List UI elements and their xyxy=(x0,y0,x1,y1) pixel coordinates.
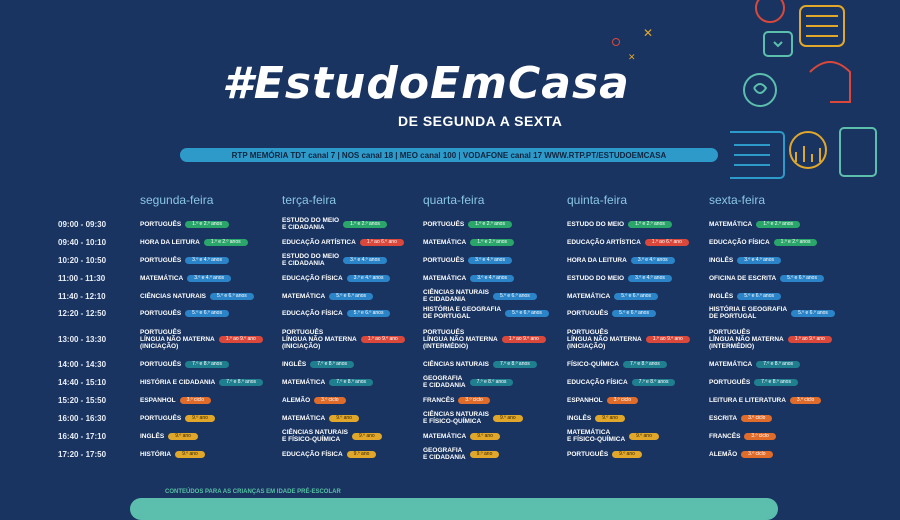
grade-badge: 7.º e 8.º anos xyxy=(493,361,537,368)
schedule-entry[interactable] xyxy=(423,289,537,303)
subject-label: MATEMÁTICA xyxy=(423,238,467,246)
schedule-entry[interactable] xyxy=(567,221,672,228)
grade-badge: 5.º e 6.º anos xyxy=(612,310,656,317)
subject-label: MATEMÁTICA E FÍSICO-QUÍMICA xyxy=(567,429,626,443)
grade-badge: 7.º e 8.º anos xyxy=(623,361,667,368)
subject-label: HORA DA LEITURA xyxy=(140,238,200,246)
grade-badge: 7.º e 8.º anos xyxy=(219,379,263,386)
page-subtitle: DE SEGUNDA A SEXTA xyxy=(398,113,563,129)
schedule-entry[interactable] xyxy=(567,239,689,246)
subject-label: HISTÓRIA E GEOGRAFIA DE PORTUGAL xyxy=(423,306,502,320)
schedule-entry[interactable] xyxy=(423,411,523,425)
schedule-entry[interactable] xyxy=(140,239,248,246)
schedule-entry[interactable] xyxy=(282,415,359,422)
subject-label: ESTUDO DO MEIO E CIDADANIA xyxy=(282,217,340,231)
grade-badge: 9.º ano xyxy=(175,451,205,458)
subject-label: CIÊNCIAS NATURAIS xyxy=(423,360,489,368)
schedule-entry[interactable] xyxy=(709,415,772,422)
subject-label: MATEMÁTICA xyxy=(423,274,467,282)
grade-badge: 9.º ano xyxy=(595,415,625,422)
subject-label: EDUCAÇÃO FÍSICA xyxy=(282,274,343,282)
subject-label: ESCRITA xyxy=(709,414,738,422)
subject-label: PORTUGUÊS xyxy=(140,309,182,317)
subject-label: PORTUGUÊS xyxy=(423,220,465,228)
subject-label: PORTUGUÊS LÍNGUA NÃO MATERNA (INTERMÉDIO) xyxy=(709,328,784,350)
grade-badge: 3.º e 4.º anos xyxy=(628,275,672,282)
grade-badge: 3.º e 4.º anos xyxy=(343,257,387,264)
grade-badge: 3.º ciclo xyxy=(741,451,772,458)
time-slot: 12:20 - 12:50 xyxy=(58,309,107,318)
subject-label: MATEMÁTICA xyxy=(282,378,326,386)
schedule-entry[interactable] xyxy=(282,253,387,267)
subject-label: ESTUDO DO MEIO xyxy=(567,274,625,282)
time-slot: 16:40 - 17:10 xyxy=(58,432,107,441)
schedule-entry[interactable] xyxy=(423,447,499,461)
schedule-entry[interactable] xyxy=(282,379,373,386)
channels-bar[interactable]: RTP MEMÓRIA TDT canal 7 | NOS canal 18 | MEO canal 100 | VODAFONE canal 17 WWW.RTP.PT/ESTUDOEMCASA xyxy=(180,148,718,162)
grade-badge: 7.º e 8.º anos xyxy=(310,361,354,368)
subject-label: LEITURA E LITERATURA xyxy=(709,396,786,404)
subject-label: HISTÓRIA E GEOGRAFIA DE PORTUGAL xyxy=(709,306,788,320)
subject-label: PORTUGUÊS LÍNGUA NÃO MATERNA (INICIAÇÃO) xyxy=(567,328,642,350)
subject-label: PORTUGUÊS xyxy=(140,220,182,228)
schedule-entry[interactable] xyxy=(423,361,537,368)
grade-badge: 5.º e 6.º anos xyxy=(329,293,373,300)
grade-badge: 3.º e 4.º anos xyxy=(470,275,514,282)
time-slot: 11:00 - 11:30 xyxy=(58,274,106,283)
subject-label: MATEMÁTICA xyxy=(709,360,753,368)
schedule-entry[interactable] xyxy=(282,239,404,246)
preschool-note: CONTEÚDOS PARA AS CRIANÇAS EM IDADE PRÉ-ESCOLAR xyxy=(165,489,341,495)
schedule-entry[interactable] xyxy=(423,433,500,440)
grade-badge: 1.º e 2.º anos xyxy=(468,221,512,228)
grade-badge: 1.º ao 9.º ano xyxy=(219,336,263,343)
subject-label: HORA DA LEITURA xyxy=(567,256,627,264)
bottom-bar xyxy=(130,498,778,520)
schedule-entry[interactable] xyxy=(709,239,817,246)
grade-badge: 9.º ano xyxy=(352,433,382,440)
grade-badge: 3.º ciclo xyxy=(790,397,821,404)
subject-label: MATEMÁTICA xyxy=(282,292,326,300)
schedule-entry[interactable] xyxy=(282,217,387,231)
subject-label: EDUCAÇÃO FÍSICA xyxy=(709,238,770,246)
time-slot: 09:00 - 09:30 xyxy=(58,220,107,229)
subject-label: INGLÊS xyxy=(567,414,592,422)
grade-badge: 3.º e 4.º anos xyxy=(185,257,229,264)
time-slot: 15:20 - 15:50 xyxy=(58,396,107,405)
subject-label: PORTUGUÊS xyxy=(567,309,609,317)
heart-chat-icon xyxy=(764,32,792,56)
schedule-entry[interactable] xyxy=(423,257,512,264)
schedule-entry[interactable] xyxy=(567,293,658,300)
subject-label: GEOGRAFIA E CIDADANIA xyxy=(423,447,466,461)
schedule-entry[interactable] xyxy=(282,451,376,458)
subject-label: PORTUGUÊS LÍNGUA NÃO MATERNA (INTERMÉDIO) xyxy=(423,328,498,350)
grade-badge: 1.º ao 6.º ano xyxy=(360,239,404,246)
grade-badge: 9.º ano xyxy=(329,415,359,422)
grade-badge: 5.º e 6.º anos xyxy=(614,293,658,300)
schedule-entry[interactable] xyxy=(709,293,781,300)
time-slot: 13:00 - 13:30 xyxy=(58,335,107,344)
schedule-entry[interactable] xyxy=(709,275,824,282)
schedule-entry[interactable] xyxy=(282,293,373,300)
schedule-entry[interactable] xyxy=(567,275,672,282)
schedule-entry[interactable] xyxy=(709,433,776,440)
time-slot: 17:20 - 17:50 xyxy=(58,450,107,459)
grade-badge: 7.º e 8.º anos xyxy=(185,361,229,368)
grade-badge: 7.º e 8.º anos xyxy=(329,379,373,386)
subject-label: PORTUGUÊS xyxy=(140,256,182,264)
grade-badge: 9.º ano xyxy=(493,415,523,422)
subject-label: CIÊNCIAS NATURAIS xyxy=(140,292,206,300)
subject-label: EDUCAÇÃO FÍSICA xyxy=(282,450,343,458)
schedule-entry[interactable] xyxy=(282,310,390,317)
subject-label: INGLÊS xyxy=(709,292,734,300)
schedule-entry[interactable] xyxy=(140,379,263,386)
subject-label: ALEMÃO xyxy=(709,450,738,458)
schedule-entry[interactable] xyxy=(567,257,675,264)
subject-label: CIÊNCIAS NATURAIS E FÍSICO-QUÍMICA xyxy=(423,411,489,425)
grade-badge: 5.º e 6.º anos xyxy=(185,310,229,317)
grade-badge: 7.º e 8.º anos xyxy=(632,379,676,386)
subject-label: PORTUGUÊS xyxy=(140,360,182,368)
schedule-entry[interactable] xyxy=(140,361,229,368)
schedule-entry[interactable] xyxy=(423,221,512,228)
subject-label: FRANCÊS xyxy=(423,396,455,404)
grade-badge: 3.º ciclo xyxy=(180,397,211,404)
schedule-entry[interactable] xyxy=(423,239,514,246)
subject-label: PORTUGUÊS xyxy=(709,378,751,386)
grade-badge: 3.º e 4.º anos xyxy=(737,257,781,264)
grade-badge: 7.º e 8.º anos xyxy=(470,379,514,386)
schedule-entry[interactable] xyxy=(567,361,667,368)
grade-badge: 1.º e 2.º anos xyxy=(628,221,672,228)
subject-label: INGLÊS xyxy=(709,256,734,264)
subject-label: PORTUGUÊS xyxy=(423,256,465,264)
grade-badge: 5.º e 6.º anos xyxy=(210,293,254,300)
schedule-entry[interactable] xyxy=(567,379,675,386)
grade-badge: 3.º ciclo xyxy=(458,397,489,404)
day-header-1: terça-feira xyxy=(282,193,337,207)
subject-label: ESPANHOL xyxy=(567,396,603,404)
subject-label: PORTUGUÊS LÍNGUA NÃO MATERNA (INICIAÇÃO) xyxy=(282,328,357,350)
subject-label: HISTÓRIA E CIDADANIA xyxy=(140,378,216,386)
grade-badge: 5.º e 6.º anos xyxy=(505,310,549,317)
subject-label: ESTUDO DO MEIO E CIDADANIA xyxy=(282,253,340,267)
schedule-entry[interactable] xyxy=(423,397,490,404)
schedule-entry[interactable] xyxy=(423,329,546,350)
subject-label: ALEMÃO xyxy=(282,396,311,404)
grade-badge: 1.º ao 9.º ano xyxy=(361,336,405,343)
schedule-entry[interactable] xyxy=(423,275,514,282)
subject-label: EDUCAÇÃO FÍSICA xyxy=(567,378,628,386)
grade-badge: 9.º ano xyxy=(612,451,642,458)
schedule-entry[interactable] xyxy=(709,221,800,228)
subject-label: EDUCAÇÃO ARTÍSTICA xyxy=(282,238,356,246)
subject-label: PORTUGUÊS LÍNGUA NÃO MATERNA (INICIAÇÃO) xyxy=(140,328,215,350)
grade-badge: 1.º e 2.º anos xyxy=(204,239,248,246)
schedule-entry[interactable] xyxy=(567,451,642,458)
schedule-entry[interactable] xyxy=(423,375,513,389)
schedule-entry[interactable] xyxy=(709,451,773,458)
grade-badge: 3.º ciclo xyxy=(607,397,638,404)
chat-bubble-icon xyxy=(756,0,784,22)
sparkle-dot-icon xyxy=(612,38,620,46)
subject-label: MATEMÁTICA xyxy=(423,432,467,440)
grade-badge: 3.º e 4.º anos xyxy=(468,257,512,264)
day-header-2: quarta-feira xyxy=(423,193,485,207)
subject-label: INGLÊS xyxy=(140,432,165,440)
grade-badge: 3.º ciclo xyxy=(744,433,775,440)
subject-label: MATEMÁTICA xyxy=(567,292,611,300)
schedule-entry[interactable] xyxy=(140,329,263,350)
grade-badge: 3.º ciclo xyxy=(314,397,345,404)
grade-badge: 9.º ano xyxy=(185,415,215,422)
day-header-3: quinta-feira xyxy=(567,193,628,207)
schedule-entry[interactable] xyxy=(282,429,382,443)
schedule-entry[interactable] xyxy=(709,306,835,320)
grade-badge: 1.º e 2.º anos xyxy=(756,221,800,228)
schedule-entry[interactable] xyxy=(282,275,390,282)
schedule-entry[interactable] xyxy=(140,221,229,228)
grade-badge: 5.º e 6.º anos xyxy=(737,293,781,300)
schedule-entry[interactable] xyxy=(140,293,254,300)
subject-label: EDUCAÇÃO FÍSICA xyxy=(282,309,343,317)
grade-badge: 5.º e 6.º anos xyxy=(780,275,824,282)
schedule-entry[interactable] xyxy=(140,397,211,404)
schedule-entry[interactable] xyxy=(140,257,229,264)
time-slot: 10:20 - 10:50 xyxy=(58,256,107,265)
grade-badge: 3.º e 4.º anos xyxy=(347,275,391,282)
schedule-entry[interactable] xyxy=(709,257,781,264)
sparkle-x-icon: ✕ xyxy=(643,26,654,40)
subject-label: MATEMÁTICA xyxy=(140,274,184,282)
subject-label: ESTUDO DO MEIO xyxy=(567,220,625,228)
schedule-entry[interactable] xyxy=(423,306,549,320)
subject-label: CIÊNCIAS NATURAIS E FÍSICO-QUÍMICA xyxy=(282,429,348,443)
time-slot: 14:00 - 14:30 xyxy=(58,360,107,369)
grade-badge: 3.º e 4.º anos xyxy=(631,257,675,264)
schedule-entry[interactable] xyxy=(709,329,832,350)
page-title: #EstudoEmCasa xyxy=(222,58,630,109)
grade-badge: 7.º e 8.º anos xyxy=(754,379,798,386)
grade-badge: 3.º e 4.º anos xyxy=(187,275,231,282)
schedule-entry[interactable] xyxy=(567,429,659,443)
subject-label: EDUCAÇÃO ARTÍSTICA xyxy=(567,238,641,246)
schedule-entry[interactable] xyxy=(567,310,656,317)
schedule-entry[interactable] xyxy=(709,379,798,386)
subject-label: GEOGRAFIA E CIDADANIA xyxy=(423,375,466,389)
grade-badge: 1.º e 2.º anos xyxy=(470,239,514,246)
grade-badge: 7.º e 8.º anos xyxy=(756,361,800,368)
time-slot: 09:40 - 10:10 xyxy=(58,238,107,247)
subject-label: PORTUGUÊS xyxy=(567,450,609,458)
subject-label: MATEMÁTICA xyxy=(282,414,326,422)
grade-badge: 9.º ano xyxy=(168,433,198,440)
schedule-entry[interactable] xyxy=(140,415,215,422)
grade-badge: 1.º e 2.º anos xyxy=(185,221,229,228)
grade-badge: 5.º e 6.º anos xyxy=(347,310,391,317)
grade-badge: 1.º ao 6.º ano xyxy=(645,239,689,246)
schedule-entry[interactable] xyxy=(567,329,690,350)
schedule-entry[interactable] xyxy=(709,361,800,368)
schedule-entry[interactable] xyxy=(567,397,638,404)
schedule-entry[interactable] xyxy=(140,310,229,317)
grade-badge: 1.º e 2.º anos xyxy=(343,221,387,228)
grade-badge: 3.º ciclo xyxy=(741,415,772,422)
grade-badge: 1.º ao 9.º ano xyxy=(788,336,832,343)
grade-badge: 9.º ano xyxy=(470,433,500,440)
day-header-4: sexta-feira xyxy=(709,193,766,207)
grade-badge: 9.º ano xyxy=(629,433,659,440)
grade-badge: 1.º ao 9.º ano xyxy=(502,336,546,343)
schedule-entry[interactable] xyxy=(709,397,821,404)
subject-label: MATEMÁTICA xyxy=(709,220,753,228)
schedule-entry[interactable] xyxy=(282,397,346,404)
schedule-entry[interactable] xyxy=(282,361,354,368)
schedule-entry[interactable] xyxy=(140,451,205,458)
time-slot: 14:40 - 15:10 xyxy=(58,378,107,387)
time-slot: 16:00 - 16:30 xyxy=(58,414,107,423)
subject-label: HISTÓRIA xyxy=(140,450,172,458)
grade-badge: 5.º e 6.º anos xyxy=(493,293,537,300)
subject-label: CIÊNCIAS NATURAIS E CIDADANIA xyxy=(423,289,489,303)
grade-badge: 9.º ano xyxy=(347,451,377,458)
subject-label: INGLÊS xyxy=(282,360,307,368)
sparkle-x-icon-2: ✕ xyxy=(628,52,636,62)
schedule-entry[interactable] xyxy=(140,433,198,440)
grade-badge: 1.º ao 9.º ano xyxy=(646,336,690,343)
subject-label: ESPANHOL xyxy=(140,396,176,404)
time-slot: 11:40 - 12:10 xyxy=(58,292,106,301)
schedule-entry[interactable] xyxy=(140,275,231,282)
subject-label: OFICINA DE ESCRITA xyxy=(709,274,777,282)
grade-badge: 1.º e 2.º anos xyxy=(774,239,818,246)
schedule-entry[interactable] xyxy=(282,329,405,350)
grade-badge: 9.º ano xyxy=(470,451,500,458)
tablet-icon xyxy=(840,128,876,176)
grade-badge: 5.º e 6.º anos xyxy=(791,310,835,317)
subject-label: PORTUGUÊS xyxy=(140,414,182,422)
day-header-0: segunda-feira xyxy=(140,193,214,207)
schedule-entry[interactable] xyxy=(567,415,625,422)
subject-label: FRANCÊS xyxy=(709,432,741,440)
subject-label: FÍSICO-QUÍMICA xyxy=(567,360,619,368)
